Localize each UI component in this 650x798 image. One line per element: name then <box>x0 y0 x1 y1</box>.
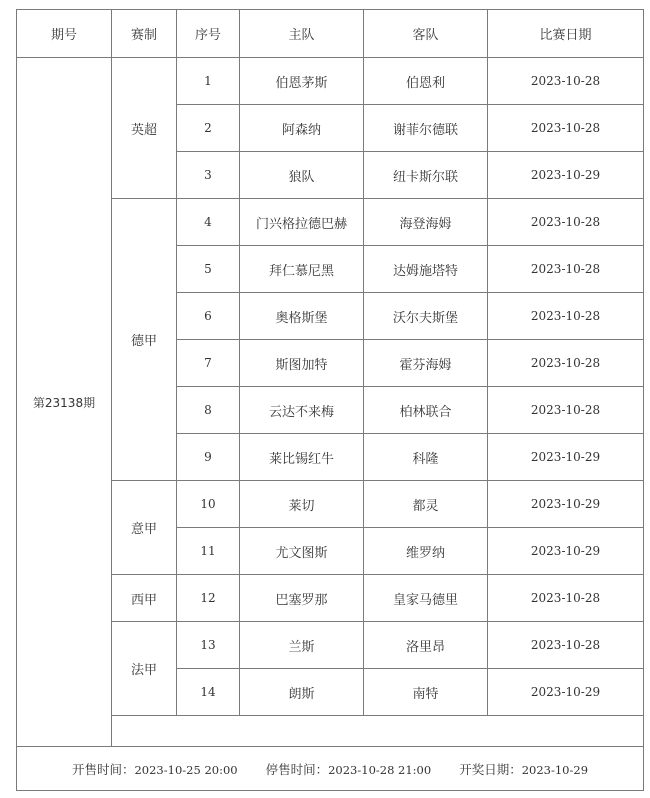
seq-cell: 9 <box>177 434 240 481</box>
away-team-cell: 纽卡斯尔联 <box>364 152 488 199</box>
away-team-cell: 科隆 <box>364 434 488 481</box>
away-team-cell: 海登海姆 <box>364 199 488 246</box>
header-home: 主队 <box>240 10 364 58</box>
home-team-cell: 巴塞罗那 <box>240 575 364 622</box>
seq-cell: 3 <box>177 152 240 199</box>
draw-date-label: 开奖日期： <box>459 761 522 777</box>
away-team-cell: 都灵 <box>364 481 488 528</box>
sale-start-label: 开售时间： <box>71 761 135 777</box>
home-team-cell: 伯恩茅斯 <box>240 58 364 105</box>
away-team-cell: 沃尔夫斯堡 <box>364 293 488 340</box>
seq-cell: 5 <box>177 246 240 293</box>
home-team-cell: 奥格斯堡 <box>240 293 364 340</box>
table-row <box>17 622 644 669</box>
spacer-row <box>17 716 644 747</box>
draw-date-info <box>459 760 588 778</box>
match-date-cell: 2023-10-29 <box>488 669 644 716</box>
match-date-cell: 2023-10-28 <box>488 58 644 105</box>
away-team-cell: 柏林联合 <box>364 387 488 434</box>
sale-info-footer <box>17 747 644 791</box>
seq-cell: 10 <box>177 481 240 528</box>
lottery-schedule-table <box>16 9 644 791</box>
table-row <box>17 58 644 105</box>
header-league: 赛制 <box>112 10 177 58</box>
away-team-cell: 洛里昂 <box>364 622 488 669</box>
seq-cell: 4 <box>177 199 240 246</box>
seq-cell: 13 <box>177 622 240 669</box>
match-date-cell: 2023-10-28 <box>488 293 644 340</box>
draw-date-value: 2023-10-29 <box>521 762 589 777</box>
away-team-cell: 皇家马德里 <box>364 575 488 622</box>
home-team-cell: 莱切 <box>240 481 364 528</box>
match-date-cell: 2023-10-28 <box>488 622 644 669</box>
match-date-cell: 2023-10-29 <box>488 528 644 575</box>
match-date-cell: 2023-10-29 <box>488 152 644 199</box>
away-team-cell: 维罗纳 <box>364 528 488 575</box>
home-team-cell: 兰斯 <box>240 622 364 669</box>
away-team-cell: 伯恩利 <box>364 58 488 105</box>
match-date-cell: 2023-10-28 <box>488 105 644 152</box>
seq-cell: 8 <box>177 387 240 434</box>
away-team-cell: 达姆施塔特 <box>364 246 488 293</box>
seq-cell: 2 <box>177 105 240 152</box>
sale-start-value: 2023-10-25 20:00 <box>134 762 238 777</box>
header-away: 客队 <box>364 10 488 58</box>
home-team-cell: 朗斯 <box>240 669 364 716</box>
seq-cell: 14 <box>177 669 240 716</box>
table-row <box>17 575 644 622</box>
seq-cell: 12 <box>177 575 240 622</box>
match-date-cell: 2023-10-28 <box>488 575 644 622</box>
home-team-cell: 拜仁慕尼黑 <box>240 246 364 293</box>
home-team-cell: 斯图加特 <box>240 340 364 387</box>
home-team-cell: 狼队 <box>240 152 364 199</box>
away-team-cell: 霍芬海姆 <box>364 340 488 387</box>
match-date-cell: 2023-10-29 <box>488 434 644 481</box>
league-cell: 德甲 <box>112 199 177 481</box>
header-date: 比赛日期 <box>488 10 644 58</box>
seq-cell: 6 <box>177 293 240 340</box>
match-date-cell: 2023-10-28 <box>488 340 644 387</box>
sale-start-info <box>72 760 238 778</box>
home-team-cell: 门兴格拉德巴赫 <box>240 199 364 246</box>
seq-cell: 1 <box>177 58 240 105</box>
period-cell: 第23138期 <box>17 58 112 747</box>
footer-row <box>17 747 644 791</box>
seq-cell: 11 <box>177 528 240 575</box>
league-cell: 法甲 <box>112 622 177 716</box>
league-cell: 英超 <box>112 58 177 199</box>
league-cell: 意甲 <box>112 481 177 575</box>
match-date-cell: 2023-10-29 <box>488 481 644 528</box>
home-team-cell: 阿森纳 <box>240 105 364 152</box>
home-team-cell: 尤文图斯 <box>240 528 364 575</box>
seq-cell: 7 <box>177 340 240 387</box>
sale-stop-value: 2023-10-28 21:00 <box>328 762 432 777</box>
away-team-cell: 南特 <box>364 669 488 716</box>
spacer-cell <box>112 716 644 747</box>
home-team-cell: 莱比锡红牛 <box>240 434 364 481</box>
match-date-cell: 2023-10-28 <box>488 387 644 434</box>
header-seq: 序号 <box>177 10 240 58</box>
away-team-cell: 谢菲尔德联 <box>364 105 488 152</box>
match-date-cell: 2023-10-28 <box>488 246 644 293</box>
home-team-cell: 云达不来梅 <box>240 387 364 434</box>
match-date-cell: 2023-10-28 <box>488 199 644 246</box>
table-row <box>17 481 644 528</box>
sale-stop-info <box>266 760 432 778</box>
league-cell: 西甲 <box>112 575 177 622</box>
table-row <box>17 199 644 246</box>
header-period: 期号 <box>17 10 112 58</box>
sale-stop-label: 停售时间： <box>265 761 329 777</box>
header-row <box>17 10 644 58</box>
